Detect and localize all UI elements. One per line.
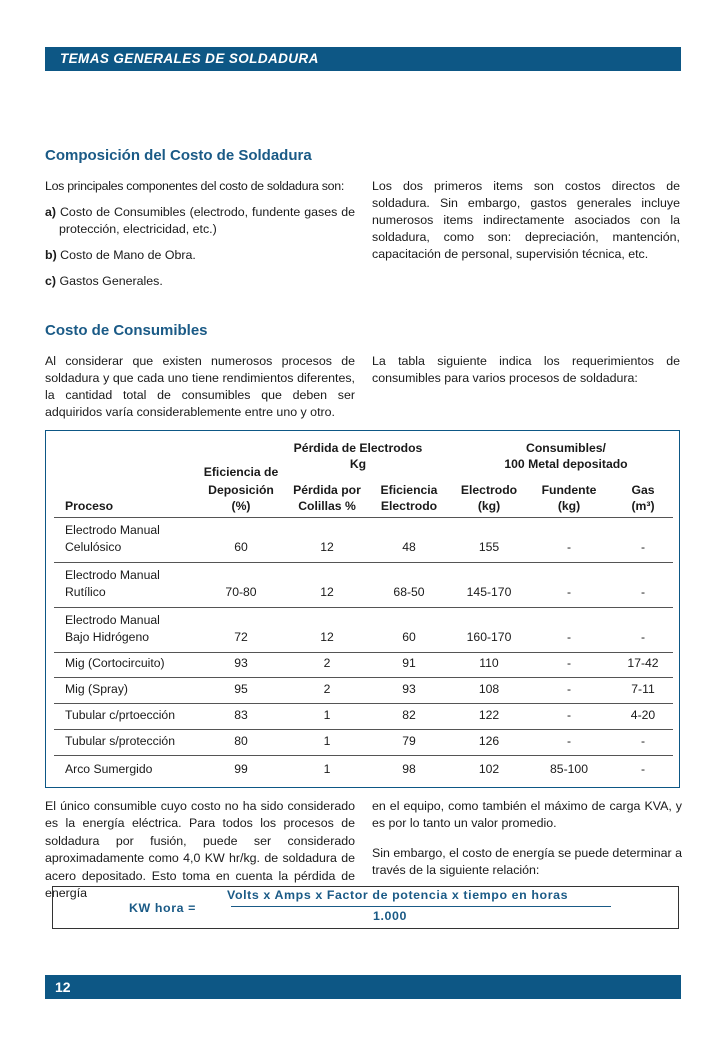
section1-item-c: c) Gastos Generales. — [45, 274, 163, 288]
cell-gas: 4-20 — [630, 708, 656, 722]
cell-gas: - — [640, 540, 646, 554]
cell-perdida: 12 — [320, 540, 334, 554]
cell-perdida: 1 — [323, 734, 331, 748]
header-proceso: Proceso — [65, 499, 114, 513]
cell-proceso-line2: Celulósico — [65, 540, 122, 554]
section2-right-text: La tabla siguiente indica los requerimientos de consumibles para varios procesos de soldadura: — [372, 354, 680, 385]
table-rule — [54, 607, 673, 608]
header-gas-line2: (m³) — [631, 499, 655, 513]
cell-eficiencia: 72 — [234, 630, 248, 644]
formula-numerator: Volts x Amps x Factor de potencia x tiempo en horas — [227, 888, 569, 902]
cell-fundente: - — [566, 682, 572, 696]
cell-perdida: 1 — [323, 708, 331, 722]
cell-eficiencia: 83 — [234, 708, 248, 722]
cell-proceso: Tubular c/prtoección — [65, 708, 175, 722]
cell-eficiencia: 80 — [234, 734, 248, 748]
header-eficiencia-line1: Eficiencia de — [203, 465, 279, 479]
cell-eficiencia: 93 — [234, 656, 248, 670]
cell-eficiencia-electrodo: 68-50 — [393, 585, 425, 599]
header-group-consumibles-line2: 100 Metal depositado — [504, 457, 628, 471]
cell-electrodo: 102 — [478, 762, 500, 776]
cell-fundente: - — [566, 585, 572, 599]
header-perdida-line2: Colillas % — [298, 499, 356, 513]
cell-electrodo: 110 — [479, 656, 499, 670]
cell-eficiencia: 60 — [234, 540, 248, 554]
consumibles-table — [45, 430, 680, 788]
cell-fundente: - — [566, 656, 572, 670]
cell-fundente: - — [566, 734, 572, 748]
cell-electrodo: 122 — [478, 708, 500, 722]
header-eficiencia-electrodo-line1: Eficiencia — [380, 483, 438, 497]
cell-fundente: - — [566, 708, 572, 722]
section3-left-text: El único consumible cuyo costo no ha sido considerado es la energía eléctrica. Para todos los procesos de soldadura por fusión, puede ser considerado aproximadamente como 4,0 KW hr/kg. de soldadura de acero depositado. Esto toma en cuenta la pérdida de energía — [45, 799, 355, 901]
section2-left-text: Al considerar que existen numerosos procesos de soldadura y que cada uno tiene rendimientos diferentes, la cantidad total de consumibles que deben ser adquiridos varía considerablemente entre uno y otro. — [45, 354, 355, 419]
table-rule — [54, 517, 673, 518]
header-title: TEMAS GENERALES DE SOLDADURA — [60, 51, 319, 66]
section1-intro: Los principales componentes del costo de soldadura son: — [45, 179, 344, 193]
formula-box — [52, 886, 679, 929]
section1-item-b: b) Costo de Mano de Obra. — [45, 248, 196, 262]
cell-eficiencia-electrodo: 98 — [402, 762, 416, 776]
cell-proceso: Arco Sumergido — [65, 762, 153, 776]
section-title-consumibles: Costo de Consumibles — [45, 322, 208, 339]
cell-eficiencia-electrodo: 82 — [402, 708, 416, 722]
header-eficiencia-electrodo-line2: Electrodo — [380, 499, 438, 513]
cell-electrodo: 155 — [478, 540, 500, 554]
cell-eficiencia-electrodo: 79 — [402, 734, 416, 748]
header-electrodo-line1: Electrodo — [460, 483, 518, 497]
section-title-composicion: Composición del Costo de Soldadura — [45, 147, 312, 164]
table-rule — [54, 703, 673, 704]
section1-item-a: a) Costo de Consumibles (electrodo, fundente gases de protección, electricidad, etc.) — [45, 205, 356, 236]
cell-electrodo: 145-170 — [466, 585, 512, 599]
cell-fundente: - — [566, 540, 572, 554]
section3-right-text-1: en el equipo, como también el máximo de carga KVA, y es por lo tanto un valor promedio. — [372, 799, 682, 831]
cell-eficiencia: 99 — [234, 762, 248, 776]
cell-proceso-line1: Electrodo Manual — [65, 613, 160, 627]
cell-proceso-line1: Electrodo Manual — [65, 568, 160, 582]
cell-perdida: 12 — [320, 630, 334, 644]
cell-gas: 17-42 — [627, 656, 659, 670]
section3-right-text-2: Sin embargo, el costo de energía se puede determinar a través de la siguiente relación: — [372, 845, 682, 878]
section3-right-column — [372, 798, 682, 880]
cell-perdida: 2 — [323, 682, 331, 696]
cell-perdida: 12 — [320, 585, 334, 599]
cell-proceso: Mig (Spray) — [65, 682, 128, 696]
cell-fundente: 85-100 — [550, 762, 588, 776]
cell-eficiencia-electrodo: 60 — [402, 630, 416, 644]
header-gas-line1: Gas — [631, 483, 655, 497]
cell-eficiencia: 95 — [234, 682, 248, 696]
cell-gas: - — [640, 734, 646, 748]
formula-fraction-bar — [231, 906, 611, 907]
header-group-consumibles-line1: Consumibles/ — [526, 441, 606, 455]
cell-eficiencia-electrodo: 48 — [402, 540, 416, 554]
cell-proceso: Tubular s/protección — [65, 734, 175, 748]
cell-electrodo: 126 — [478, 734, 500, 748]
cell-gas: - — [640, 762, 646, 776]
header-eficiencia-line2: Deposición — [208, 483, 274, 497]
cell-gas: 7-11 — [631, 682, 655, 696]
cell-eficiencia: 70-80 — [225, 585, 257, 599]
header-group-perdida-line2: Kg — [349, 457, 367, 471]
cell-eficiencia-electrodo: 93 — [402, 682, 416, 696]
cell-electrodo: 108 — [478, 682, 500, 696]
cell-proceso-line1: Electrodo Manual — [65, 523, 160, 537]
header-bar — [45, 47, 681, 71]
cell-proceso-line2: Bajo Hidrógeno — [65, 630, 150, 644]
cell-perdida: 1 — [323, 762, 331, 776]
footer-bar — [45, 975, 681, 999]
table-rule — [54, 652, 673, 653]
cell-gas: - — [640, 630, 646, 644]
page-number: 12 — [55, 979, 71, 995]
cell-fundente: - — [566, 630, 572, 644]
header-fundente-line2: (kg) — [557, 499, 581, 513]
formula-lhs: KW hora = — [129, 901, 197, 915]
section1-right-text: Los dos primeros items son costos directos de soldadura. Sin embargo, gastos generales incluye numerosos items indirectamente asociados con la soldadura, como son: depreciación, mantención, capacitación de personal, supervisión técnica, etc. — [372, 179, 680, 261]
table-rule — [54, 755, 673, 756]
cell-gas: - — [640, 585, 646, 599]
header-perdida-line1: Pérdida por — [293, 483, 361, 497]
formula-denominator: 1.000 — [373, 909, 408, 923]
table-rule — [54, 729, 673, 730]
cell-proceso-line2: Rutílico — [65, 585, 106, 599]
cell-proceso: Mig (Cortocircuito) — [65, 656, 165, 670]
cell-perdida: 2 — [323, 656, 331, 670]
table-rule — [54, 677, 673, 678]
cell-electrodo: 160-170 — [466, 630, 512, 644]
header-electrodo-line2: (kg) — [477, 499, 501, 513]
header-fundente-line1: Fundente — [541, 483, 597, 497]
header-group-perdida-line1: Pérdida de Electrodos — [293, 441, 423, 455]
header-eficiencia-line3: (%) — [231, 499, 251, 513]
section1-left-column — [45, 178, 355, 290]
table-rule — [54, 562, 673, 563]
cell-eficiencia-electrodo: 91 — [402, 656, 416, 670]
